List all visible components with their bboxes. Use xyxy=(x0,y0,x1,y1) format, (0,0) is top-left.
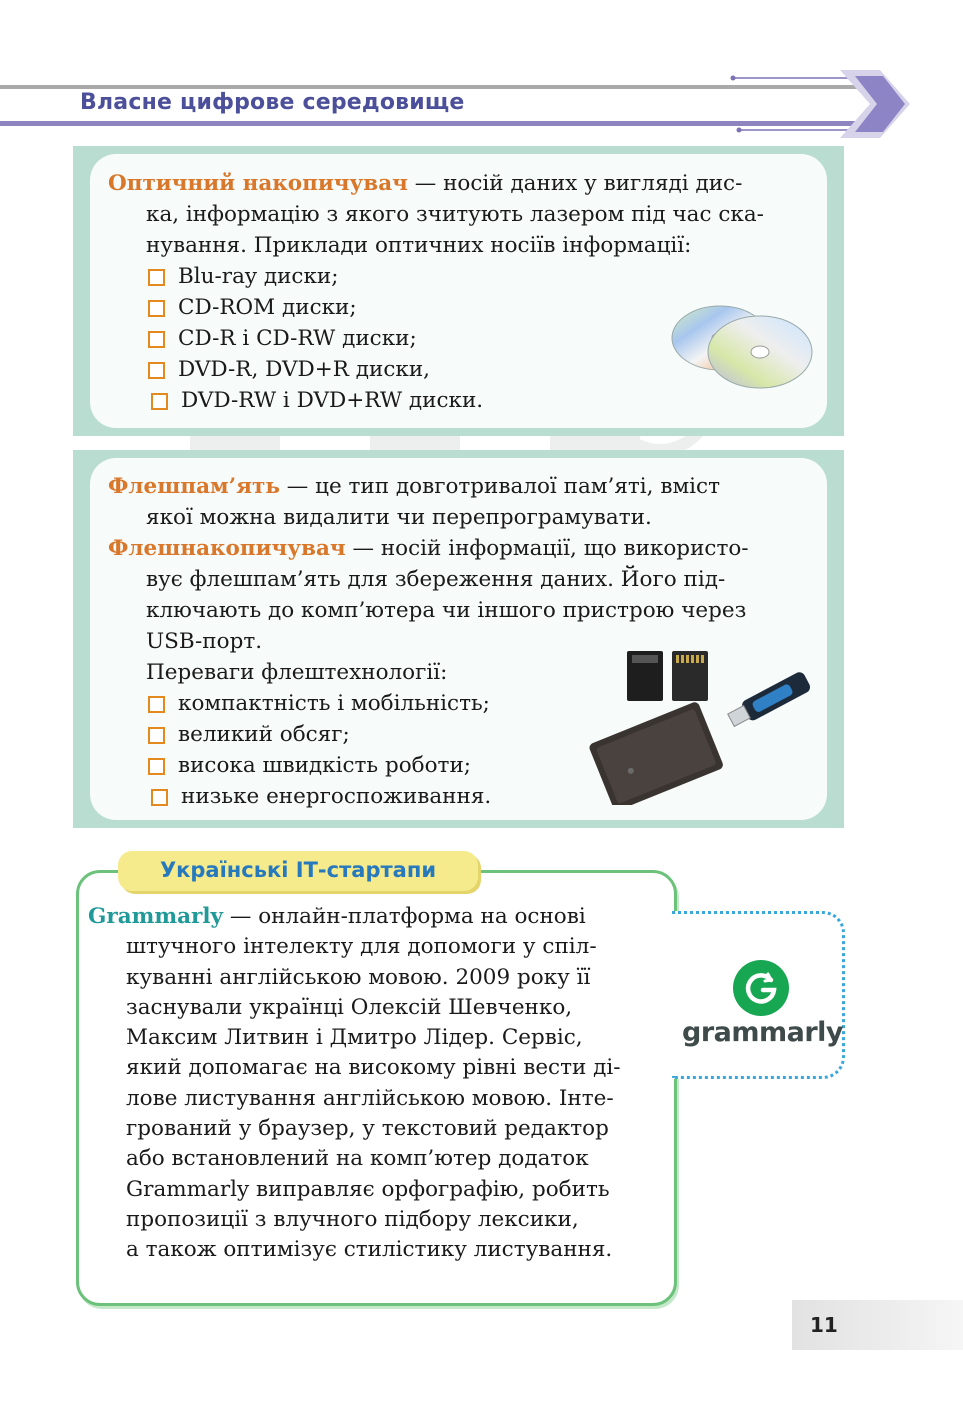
startup-tab-title: Українські ІТ-стартапи xyxy=(159,858,437,882)
checkbox-icon xyxy=(148,269,165,286)
startup-line: штучного інтелекту для допомоги у спіл- xyxy=(126,934,597,960)
list-item: Blu-ray диски; xyxy=(148,261,480,292)
grammarly-wordmark: grammarly xyxy=(682,1017,844,1048)
flash-memory-definition-line: якої можна видалити чи перепрограмувати. xyxy=(146,505,652,530)
list-item: DVD-R, DVD+R диски, xyxy=(148,354,480,385)
startup-line: Максим Литвин і Дмитро Лідер. Сервіс, xyxy=(126,1025,583,1051)
optical-definition-line: ка, інформацію з якого зчитують лазером під час ска- xyxy=(146,202,764,227)
startup-line: куванні англійською мовою. 2009 року її xyxy=(126,964,591,990)
flash-drive-definition-line: ключають до комп’ютера чи іншого пристрою через xyxy=(146,598,747,623)
chevron-arrow-icon xyxy=(715,68,915,140)
flash-memory-term: Флешпам’ять xyxy=(108,474,280,499)
grammarly-logo-card xyxy=(672,911,845,1079)
list-item: CD-ROM диски; xyxy=(148,292,480,323)
startup-line: заснували українці Олексій Шевченко, xyxy=(126,994,573,1020)
optical-term: Оптичний накопичувач xyxy=(108,171,408,196)
startup-line: а також оптимізує стилістику листування. xyxy=(126,1237,613,1263)
section-title: Власне цифрове середовище xyxy=(80,90,465,115)
startup-line: або встановлений на комп’ютер додаток xyxy=(126,1146,589,1172)
startup-line: лове листування англійською мовою. Інте- xyxy=(126,1085,614,1111)
flash-devices-image xyxy=(580,645,825,805)
optical-definition xyxy=(108,168,808,261)
startup-tab xyxy=(118,851,478,891)
checkbox-icon xyxy=(151,789,168,806)
checkbox-icon xyxy=(148,362,165,379)
optical-media-list xyxy=(148,261,484,416)
checkbox-icon xyxy=(148,331,165,348)
startup-line: Grammarly виправляє орфографію, робить xyxy=(126,1176,610,1202)
startup-line: грований у браузер, у текстовий редактор xyxy=(126,1116,609,1142)
flash-drive-definition-line: вує флешпам’ять для збереження даних. Його під- xyxy=(146,567,726,592)
startup-description xyxy=(88,902,654,1266)
advantages-title: Переваги флештехнології: xyxy=(146,660,448,685)
page-number: 11 xyxy=(810,1313,838,1337)
list-item: низьке енергоспоживання. xyxy=(151,781,493,812)
optical-definition-first: — носій даних у вигляді дис- xyxy=(407,171,743,196)
flash-memory-definition-first: — це тип довготривалої пам’яті, вміст xyxy=(279,474,720,499)
list-item: CD-R і CD-RW диски; xyxy=(148,323,480,354)
checkbox-icon xyxy=(148,758,165,775)
startup-line: який допомагає на високому рівні вести ді- xyxy=(126,1055,621,1081)
flash-memory-definition xyxy=(108,471,810,533)
flash-drive-definition-line: USB-порт. xyxy=(146,629,263,654)
checkbox-icon xyxy=(148,300,165,317)
brand-term: Grammarly xyxy=(88,904,224,929)
list-item: великий обсяг; xyxy=(148,719,490,750)
optical-discs-image xyxy=(668,298,816,398)
startup-first-line: — онлайн-платформа на основі xyxy=(223,904,586,929)
flash-drive-definition-first: — носій інформації, що використо- xyxy=(345,536,749,561)
list-item: DVD-RW і DVD+RW диски. xyxy=(151,385,483,416)
flash-drive-term: Флешнакопичувач xyxy=(108,536,346,561)
list-item: висока швидкість роботи; xyxy=(148,750,490,781)
checkbox-icon xyxy=(148,696,165,713)
checkbox-icon xyxy=(148,727,165,744)
optical-definition-line: нування. Приклади оптичних носіїв інформації: xyxy=(146,233,692,258)
checkbox-icon xyxy=(151,393,168,410)
flash-advantages-list xyxy=(148,688,490,812)
grammarly-logo-icon xyxy=(732,959,790,1017)
list-item: компактність і мобільність; xyxy=(148,688,490,719)
startup-line: пропозиції з влучного підбору лексики, xyxy=(126,1206,579,1232)
